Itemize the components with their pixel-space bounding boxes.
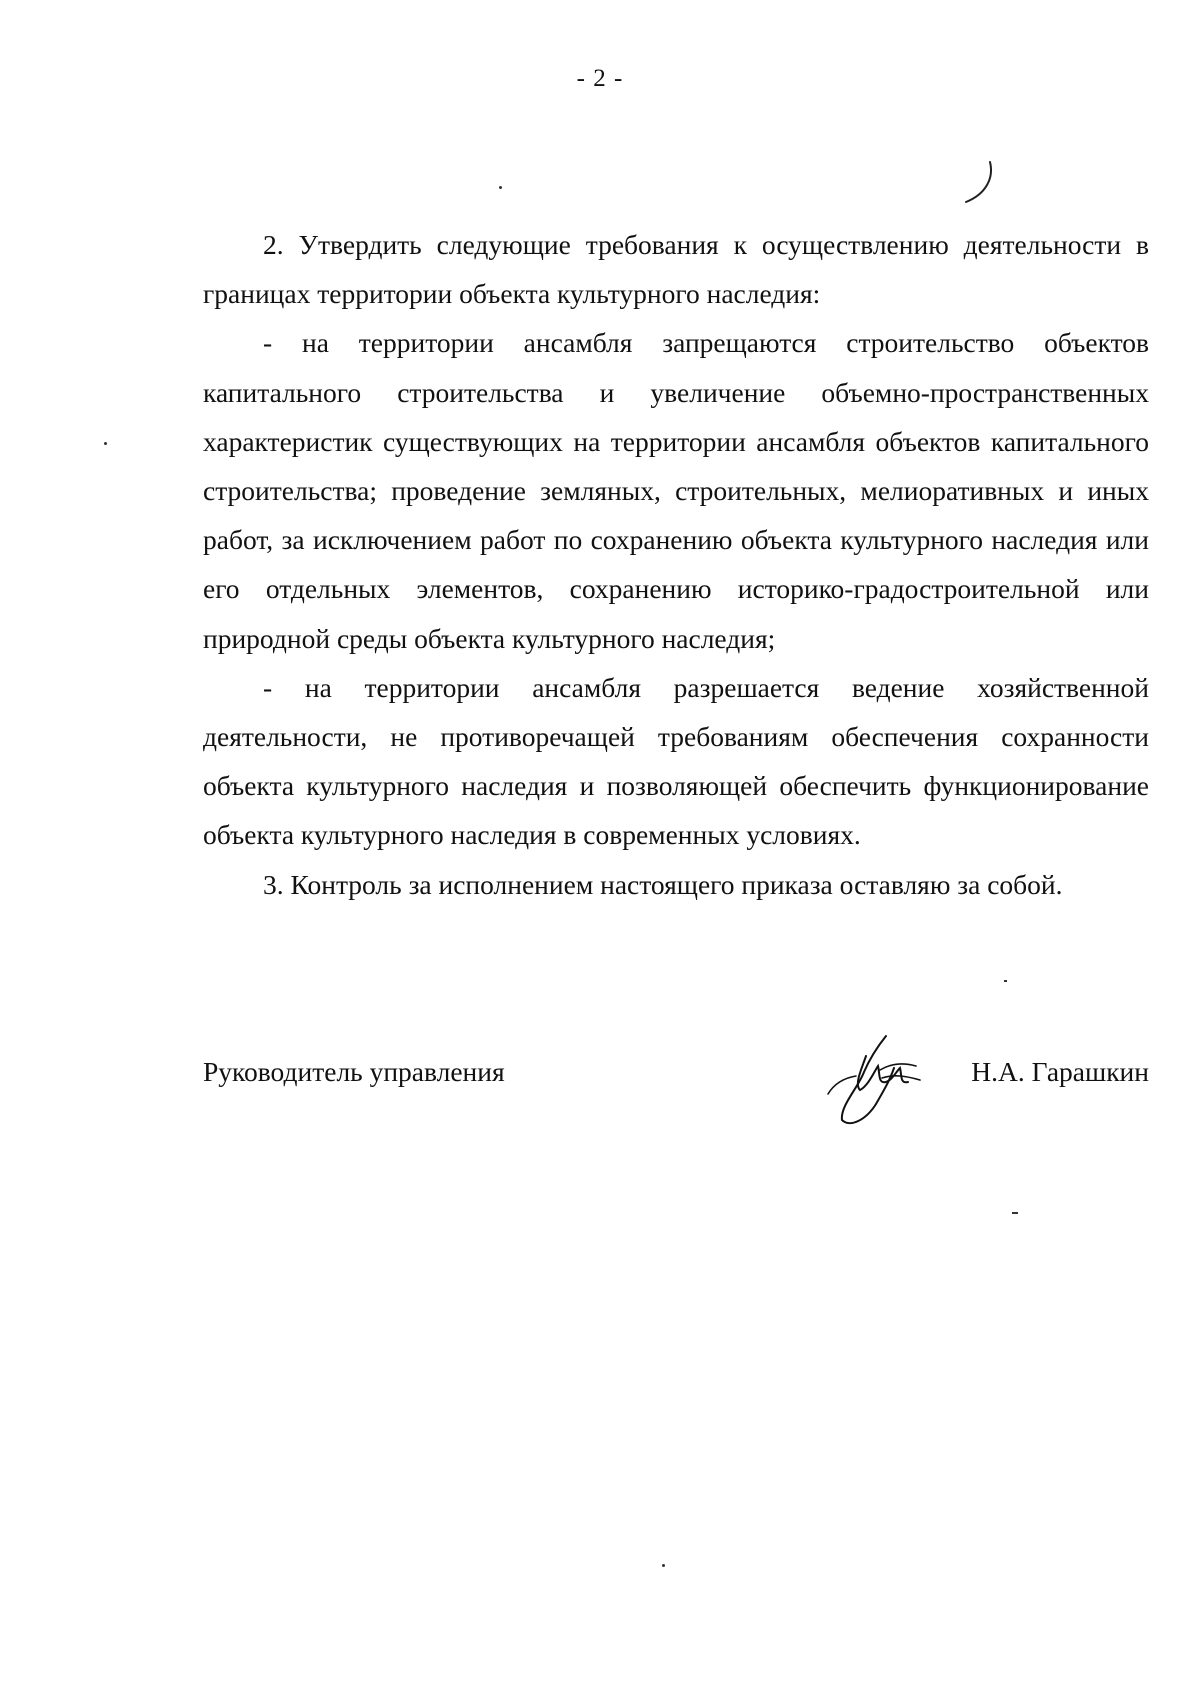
page-number: - 2 - <box>576 65 624 92</box>
signatory-title: Руководитель управления <box>203 1056 505 1087</box>
scan-dot <box>1004 980 1007 982</box>
paragraph-permissions: - на территории ансамбля разрешается ведение хозяйственной деятельности, не противоречащей требованиям обеспечения сохранности объекта культурного наследия и позволяющей обеспечить функционирование объекта культурного наследия в современных условиях. <box>203 671 1149 851</box>
handwritten-signature <box>820 1028 930 1128</box>
signature-block <box>203 1054 1149 1094</box>
paragraph-prohibitions: - на территории ансамбля запрещаются строительство объектов капитального строительства и увеличение объемно-пространственных характеристик существующих на территории ансамбля объектов капитального строительства; проведение земляных, строительных, мелиоративных и иных работ, за исключением работ по сохранению объекта культурного наследия или его отдельных элементов, сохранению историко-градостроительной или природной среды объекта культурного наследия; <box>203 327 1149 654</box>
scan-mark-stroke <box>960 160 1000 206</box>
document-body <box>203 220 1149 909</box>
signatory-name: Н.А. Гарашкин <box>971 1056 1149 1087</box>
scan-dot <box>662 1564 665 1567</box>
scan-dot <box>499 186 502 189</box>
paragraph-requirements-intro: 2. Утвердить следующие требования к осуществлению деятельности в границах территории объекта культурного наследия: <box>203 229 1149 310</box>
paragraph-control: 3. Контроль за исполнением настоящего приказа оставляю за собой. <box>263 868 1063 900</box>
scan-dot <box>104 442 107 445</box>
scan-dash <box>1012 1212 1018 1214</box>
